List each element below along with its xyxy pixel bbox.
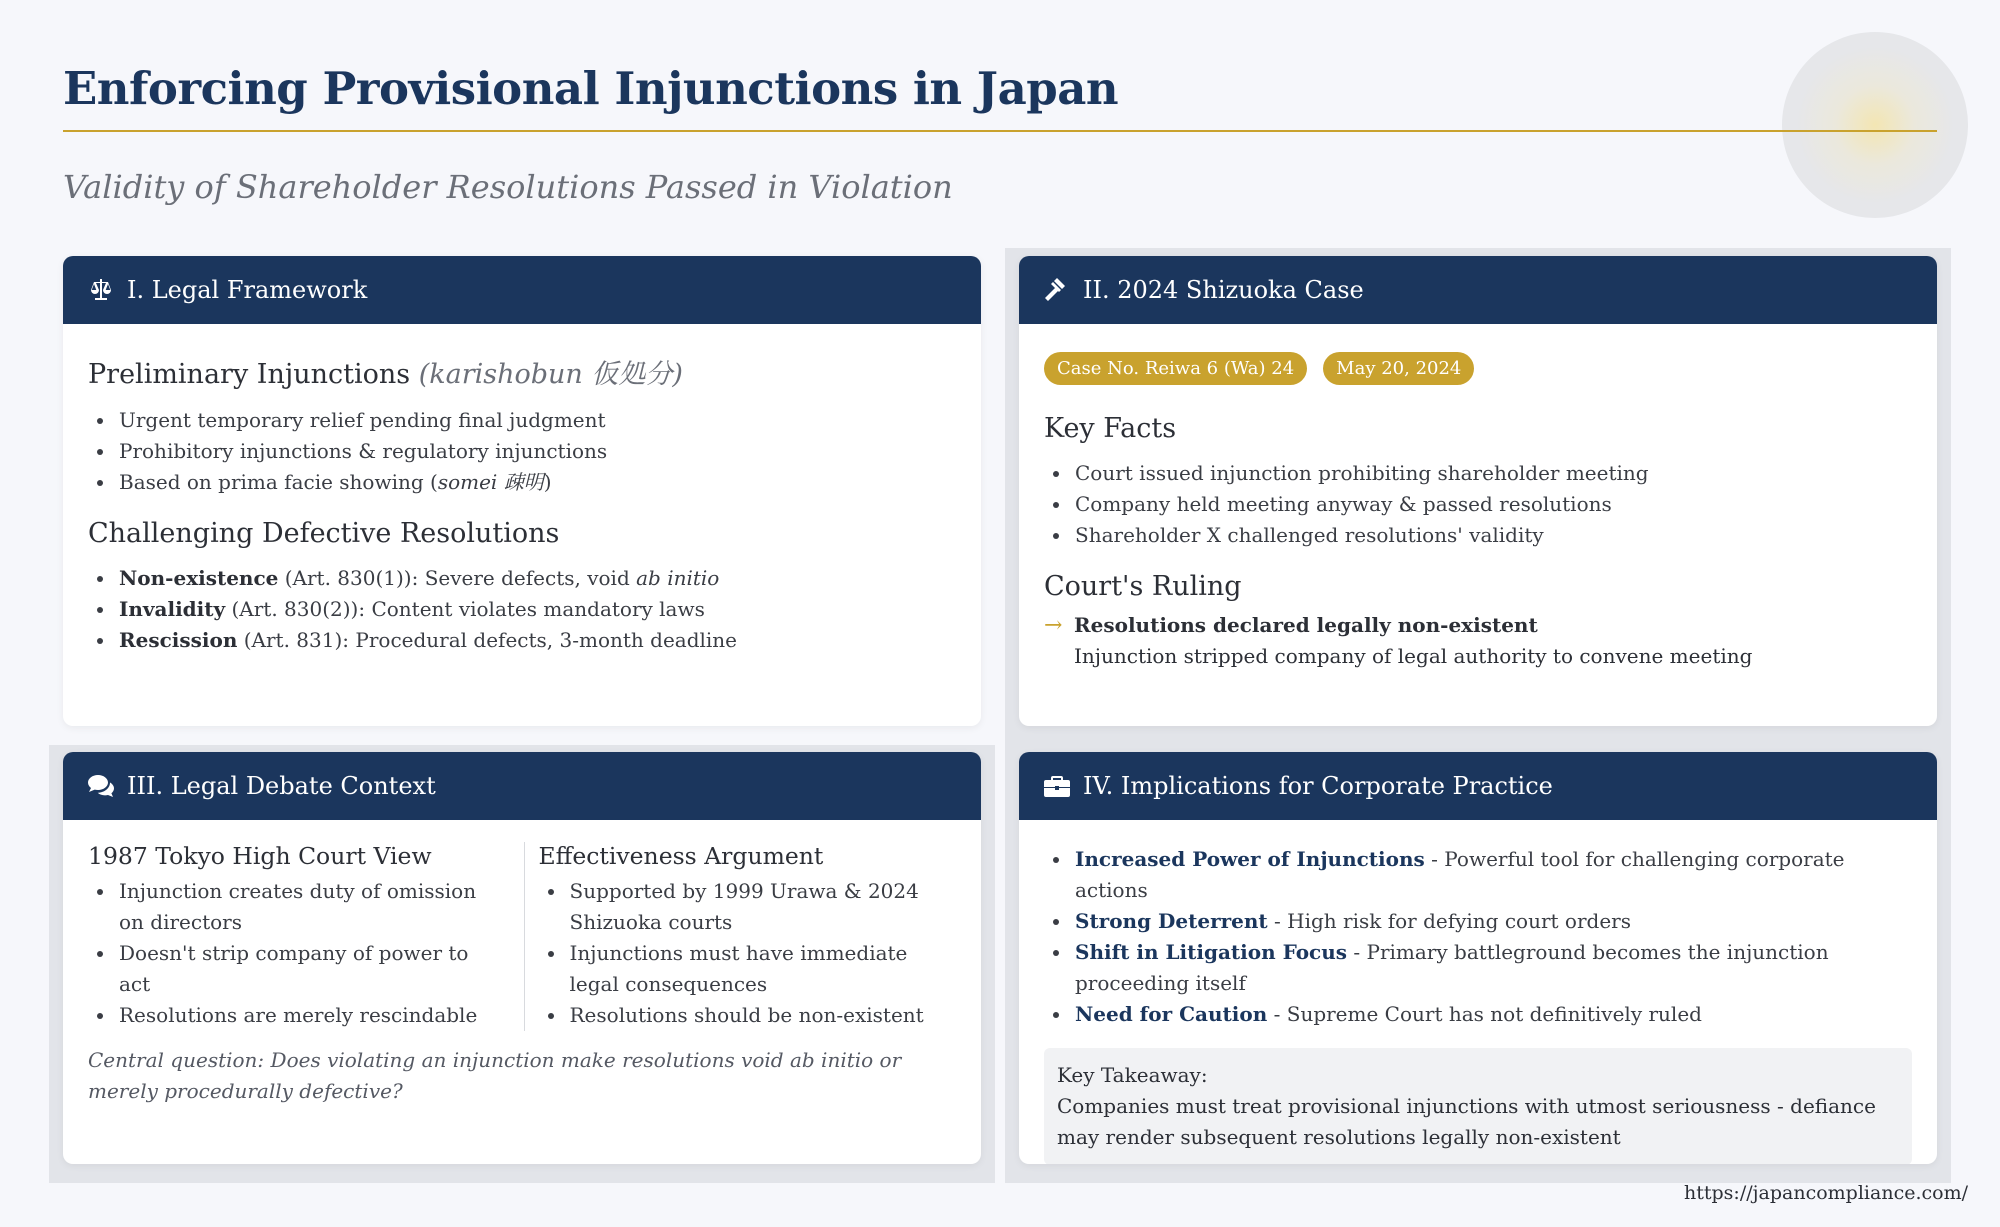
key-takeaway-label: Key Takeaway: [1057, 1063, 1208, 1087]
karishobun-term: (karishobun 仮処分) [418, 359, 683, 390]
defect-text: (Art. 830(1)): Severe defects, void [278, 566, 637, 590]
case-number-badge: Case No. Reiwa 6 (Wa) 24 [1044, 352, 1307, 385]
ruling-detail: Injunction stripped company of legal authority to convene meeting [1074, 644, 1753, 668]
list-item: Injunctions must have immediate legal consequences [539, 938, 957, 1000]
somei-term: somei 疎明 [437, 470, 544, 494]
defect-text: (Art. 831): Procedural defects, 3-month deadline [237, 628, 738, 652]
defect-term: Invalidity [119, 597, 226, 621]
list-item: Prohibitory injunctions & regulatory injunctions [88, 436, 956, 467]
defect-term: Rescission [119, 628, 238, 652]
legal-framework-header [63, 256, 981, 324]
defect-italic: ab initio [636, 566, 720, 590]
implications-header [1019, 752, 1937, 820]
key-facts-list [1044, 458, 1912, 551]
debate-columns [88, 842, 956, 1031]
briefcase-icon [1041, 772, 1073, 800]
list-item: Urgent temporary relief pending final judgment [88, 405, 956, 436]
tokyo-view-column [88, 842, 525, 1031]
ruling-block [1044, 610, 1912, 672]
list-item [88, 594, 956, 625]
tokyo-view-list [88, 876, 506, 1031]
shizuoka-case-header [1019, 256, 1937, 324]
list-item: Company held meeting anyway & passed resolutions [1044, 489, 1912, 520]
list-item [1044, 906, 1912, 937]
legal-framework-title: I. Legal Framework [127, 276, 368, 304]
list-item: Court issued injunction prohibiting shareholder meeting [1044, 458, 1912, 489]
page-title: Enforcing Provisional Injunctions in Japan [63, 62, 1119, 115]
decorative-circle [1782, 32, 1968, 218]
effectiveness-heading: Effectiveness Argument [538, 842, 824, 870]
legal-debate-title: III. Legal Debate Context [127, 772, 436, 800]
preliminary-injunctions-title: Preliminary Injunctions [88, 359, 411, 390]
effectiveness-list [539, 876, 957, 1031]
tokyo-view-heading: 1987 Tokyo High Court View [88, 842, 432, 870]
defect-term: Non-existence [119, 566, 279, 590]
defective-resolutions-heading: Challenging Defective Resolutions [88, 518, 560, 549]
implication-text: - Powerful tool for challenging corporate actions [1075, 847, 1845, 902]
list-item-text: Based on prima facie showing ( [119, 470, 438, 494]
shizuoka-case-title: II. 2024 Shizuoka Case [1083, 276, 1364, 304]
implication-term: Shift in Litigation Focus [1075, 940, 1348, 964]
shizuoka-case-card [1019, 256, 1937, 726]
footer-url: https://japancompliance.com/ [1684, 1182, 1968, 1204]
title-divider [63, 130, 1937, 132]
arrow-right-icon: → [1044, 613, 1063, 638]
list-item [88, 563, 956, 594]
central-question-note: Central question: Does violating an injunction make resolutions void ab initio or merely procedurally defective? [88, 1048, 902, 1103]
implication-term: Increased Power of Injunctions [1075, 847, 1425, 871]
list-item: Injunction creates duty of omission on directors [88, 876, 506, 938]
legal-debate-header [63, 752, 981, 820]
scale-icon [85, 276, 117, 304]
list-item [88, 625, 956, 656]
implication-term: Strong Deterrent [1075, 909, 1268, 933]
key-takeaway-box [1044, 1048, 1912, 1164]
case-date-badge: May 20, 2024 [1323, 352, 1474, 385]
legal-debate-card [63, 752, 981, 1164]
list-item [88, 467, 956, 498]
page-subtitle: Validity of Shareholder Resolutions Passed in Violation [63, 168, 953, 206]
list-item: Resolutions should be non-existent [539, 1000, 957, 1031]
list-item [1044, 999, 1912, 1030]
list-item-text: ) [543, 470, 552, 494]
list-item: Resolutions are merely rescindable [88, 1000, 506, 1031]
list-item: Shareholder X challenged resolutions' validity [1044, 520, 1912, 551]
preliminary-injunctions-heading [88, 352, 956, 391]
ruling-text [1074, 610, 1752, 672]
key-takeaway-text: Companies must treat provisional injunctions with utmost seriousness - defiance may render subsequent resolutions legally non-existent [1057, 1094, 1876, 1149]
implication-text: - Primary battleground becomes the injunction proceeding itself [1075, 940, 1829, 995]
implications-list [1044, 844, 1912, 1030]
case-badges [1044, 352, 1912, 385]
legal-framework-card [63, 256, 981, 726]
gavel-icon [1041, 276, 1073, 304]
implications-title: IV. Implications for Corporate Practice [1083, 772, 1553, 800]
implication-text: - Supreme Court has not definitively ruled [1267, 1002, 1702, 1026]
defective-resolutions-list [88, 563, 956, 656]
implications-card [1019, 752, 1937, 1164]
list-item [1044, 937, 1912, 999]
implication-text: - High risk for defying court orders [1267, 909, 1631, 933]
list-item: Doesn't strip company of power to act [88, 938, 506, 1000]
defect-text: (Art. 830(2)): Content violates mandatory laws [225, 597, 705, 621]
comments-icon [85, 772, 117, 800]
key-facts-heading: Key Facts [1044, 413, 1177, 444]
courts-ruling-heading: Court's Ruling [1044, 571, 1242, 602]
effectiveness-column [525, 842, 957, 1031]
ruling-main: Resolutions declared legally non-existent [1074, 613, 1538, 637]
preliminary-injunctions-list [88, 405, 956, 498]
list-item [1044, 844, 1912, 906]
list-item: Supported by 1999 Urawa & 2024 Shizuoka courts [539, 876, 957, 938]
implication-term: Need for Caution [1075, 1002, 1268, 1026]
